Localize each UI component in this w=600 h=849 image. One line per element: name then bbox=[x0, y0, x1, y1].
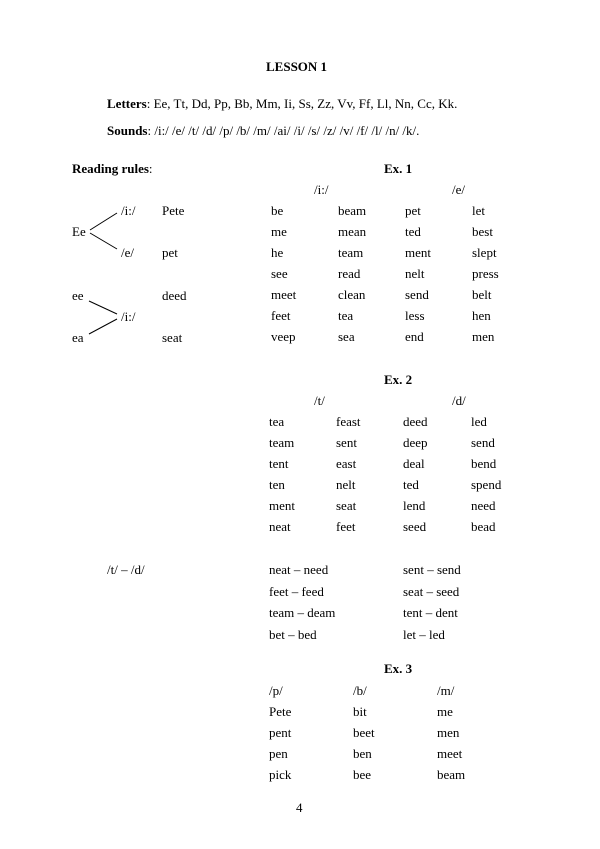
ex2-header: /d/ bbox=[452, 393, 466, 408]
rule-digraph-ea: ea bbox=[72, 330, 84, 345]
ex3-word: pen bbox=[269, 746, 288, 761]
reading-rules-label: Reading rules bbox=[72, 161, 149, 176]
ex3-word: pick bbox=[269, 767, 292, 782]
ex2-pair: sent – send bbox=[403, 562, 461, 577]
sounds-label: Sounds bbox=[107, 123, 148, 138]
ex2-word: seed bbox=[403, 519, 427, 534]
ex1-word: send bbox=[405, 287, 429, 302]
ex2-pair: seat – seed bbox=[403, 583, 460, 599]
ex2-word: east bbox=[336, 456, 357, 471]
ex1-word: feet bbox=[271, 308, 291, 323]
page-title: LESSON 1 bbox=[266, 59, 328, 74]
ex2-word: lend bbox=[403, 498, 426, 513]
ex1-word: belt bbox=[472, 287, 492, 302]
ex2-word: nelt bbox=[336, 477, 356, 492]
ex3-word: beet bbox=[353, 725, 375, 740]
ex1-word: best bbox=[472, 224, 493, 239]
ex3-header: /b/ bbox=[353, 683, 367, 698]
ex1-word: veep bbox=[271, 329, 296, 344]
ex1-word: press bbox=[472, 266, 499, 281]
ex2-pair: bet – bed bbox=[269, 626, 317, 642]
ex3-word: bee bbox=[353, 767, 372, 782]
ex2-word: bend bbox=[471, 456, 497, 471]
ex1-header: /e/ bbox=[452, 182, 465, 197]
ex2-header: /t/ bbox=[314, 393, 325, 408]
ex1-word: meet bbox=[271, 287, 297, 302]
ex2-pair: let – led bbox=[403, 626, 445, 642]
ex2-word: team bbox=[269, 435, 295, 450]
ex2-word: ted bbox=[403, 477, 419, 492]
ex1-word: less bbox=[405, 308, 425, 323]
ex2-pair: tent – dent bbox=[403, 605, 458, 620]
ex1-word: nelt bbox=[405, 266, 425, 281]
ex3-word: ben bbox=[353, 746, 372, 761]
ex2-word: neat bbox=[269, 519, 291, 534]
ex2-word: tent bbox=[269, 456, 289, 471]
ex2-word: ten bbox=[269, 477, 285, 492]
rule-ee-long-sound: /i:/ bbox=[121, 203, 136, 218]
ex1-word: me bbox=[271, 224, 287, 239]
ex3-word: me bbox=[437, 704, 453, 719]
rule-ee-long-word: Pete bbox=[162, 203, 185, 218]
ex1-word: sea bbox=[338, 329, 355, 344]
ex3-word: meet bbox=[437, 746, 463, 761]
ex2-word: sent bbox=[336, 435, 357, 450]
ex2-word: deed bbox=[403, 414, 428, 429]
ex2-pair: feet – feed bbox=[269, 583, 324, 599]
td-label: /t/ – /d/ bbox=[107, 562, 145, 577]
ex2-word: bead bbox=[471, 519, 496, 534]
ex2-word: ment bbox=[269, 498, 295, 513]
sounds-value: : /i:/ /e/ /t/ /d/ /p/ /b/ /m/ /ai/ /i/ /s/ /z/ /v/ /f/ /l/ /n/ /k/. bbox=[147, 123, 420, 138]
ex1-word: beam bbox=[338, 203, 367, 218]
ex2-pair: team – deam bbox=[269, 605, 336, 620]
ex1-word: he bbox=[271, 245, 284, 260]
page-number: 4 bbox=[296, 800, 303, 815]
rule-digraph-ee: ee bbox=[72, 288, 84, 303]
ex1-word: hen bbox=[472, 308, 491, 323]
ex1-word: clean bbox=[338, 287, 366, 302]
ex3-header: /p/ bbox=[269, 683, 283, 698]
ex2-word: seat bbox=[336, 498, 357, 513]
ex1-word: read bbox=[338, 266, 361, 281]
ex3-word: beam bbox=[437, 767, 466, 782]
connector-line bbox=[89, 319, 117, 334]
ex1-header: /i:/ bbox=[314, 182, 329, 197]
letters-label: Letters bbox=[107, 96, 147, 111]
ex1-word: slept bbox=[472, 245, 497, 260]
letters-value: : Ee, Tt, Dd, Pp, Bb, Mm, Ii, Ss, Zz, Vv, Ff, Ll, Nn, Cc, Kk. bbox=[146, 96, 458, 111]
ex2-word: tea bbox=[269, 414, 285, 429]
ex2-word: spend bbox=[471, 477, 502, 492]
ex3-word: Pete bbox=[269, 704, 292, 719]
ex1-word: mean bbox=[338, 224, 367, 239]
ex1-word: see bbox=[271, 266, 288, 281]
ex1-word: ment bbox=[405, 245, 431, 260]
ex1-word: pet bbox=[405, 203, 421, 218]
ex3-header: /m/ bbox=[437, 683, 455, 698]
ex1-title: Ex. 1 bbox=[384, 161, 413, 176]
ex2-word: send bbox=[471, 435, 495, 450]
ex2-word: deep bbox=[403, 435, 428, 450]
rule-ee-short-word: pet bbox=[162, 245, 178, 260]
reading-rules-colon: : bbox=[148, 161, 153, 176]
connector-line bbox=[90, 233, 117, 249]
ex1-word: men bbox=[472, 329, 495, 344]
ex1-word: ted bbox=[405, 224, 421, 239]
ex1-word: team bbox=[338, 245, 364, 260]
rule-digraph-sound: /i:/ bbox=[121, 309, 136, 324]
connector-line bbox=[90, 213, 117, 230]
ex2-word: led bbox=[471, 414, 487, 429]
rule-digraph-ee-word: deed bbox=[162, 288, 187, 303]
connector-line bbox=[89, 301, 117, 314]
ex1-word: end bbox=[405, 329, 424, 344]
rule-digraph-ea-word: seat bbox=[162, 330, 183, 345]
ex2-pair: neat – need bbox=[269, 562, 329, 577]
ex1-word: tea bbox=[338, 308, 354, 323]
ex3-word: bit bbox=[353, 704, 367, 719]
ex2-word: deal bbox=[403, 456, 425, 471]
rule-ee-letter: Ee bbox=[72, 224, 86, 239]
rule-ee-short-sound: /e/ bbox=[121, 245, 134, 260]
ex1-word: let bbox=[472, 203, 485, 218]
ex2-word: feast bbox=[336, 414, 361, 429]
ex3-title: Ex. 3 bbox=[384, 661, 413, 676]
ex2-word: feet bbox=[336, 519, 356, 534]
ex2-word: need bbox=[471, 498, 496, 513]
ex1-word: be bbox=[271, 203, 284, 218]
ex3-word: pent bbox=[269, 725, 292, 740]
ex2-title: Ex. 2 bbox=[384, 372, 413, 387]
ex3-word: men bbox=[437, 725, 460, 740]
